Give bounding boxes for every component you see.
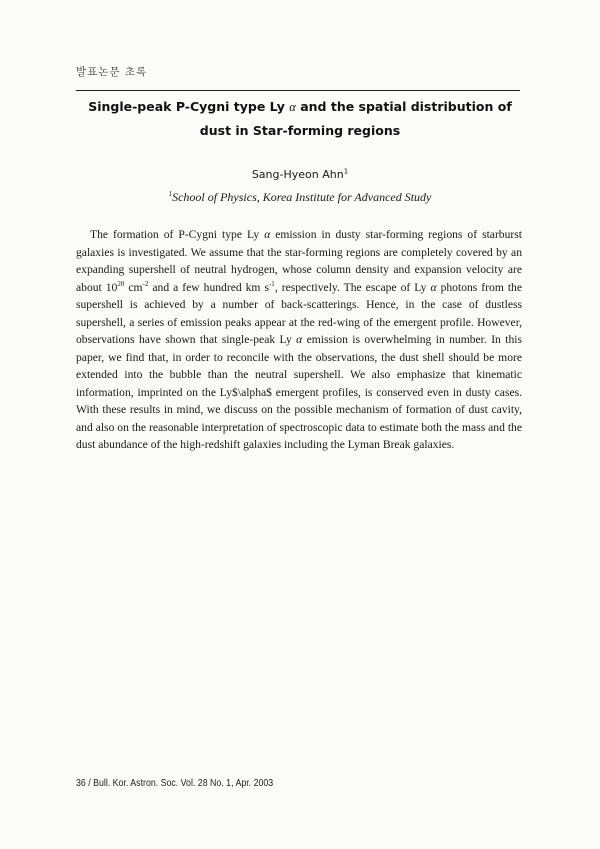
title-alpha: α: [289, 100, 296, 114]
paper-title: [60, 95, 540, 142]
title-line1-post: and the spatial distribution of: [295, 99, 512, 114]
abstract-exp-3: -1: [268, 279, 275, 288]
section-label: 발표논문 초록: [76, 66, 148, 78]
abstract-p6: photons from the supershell is achieved by a number of back-scatterings. Hence, in the case of dustless supershell, a series of emission peaks appear at the red-wing of the emergent profile. However, observations have shown that single-peak Ly: [76, 280, 522, 346]
author-name: Sang-Hyeon Ahn: [251, 168, 344, 181]
author: [0, 168, 600, 181]
title-line1-pre: Single-peak P-Cygni type Ly: [88, 99, 285, 114]
header-rule: [76, 90, 520, 91]
abstract-exp-2: -2: [142, 279, 149, 288]
abstract-alpha-1: α: [264, 228, 271, 241]
abstract: [76, 226, 522, 454]
abstract-alpha-3: α: [296, 333, 303, 346]
abstract-p5: , respectively. The escape of Ly: [274, 280, 431, 294]
abstract-p1: The formation of P-Cygni type Ly: [90, 228, 265, 241]
abstract-exp-1: 20: [117, 279, 125, 288]
abstract-p7: emission is overwhelming in number. In this paper, we find that, in order to reconcile with the observations, the dust shell should be more extended into the bubble than the neutral supershell. We also emphasize that kinematic information, imprinted on the Ly$\alpha$ emergent profiles, is conserved even in dusty cases. With these results in mind, we discuss on the possible mechanism of formation of dust cavity, and also on the reasonable interpretation of spectroscopic data to estimate both the mass and the dust abundance of the high-redshift galaxies including the Lyman Break galaxies.: [76, 333, 522, 451]
affil-sup: 1: [168, 190, 173, 198]
abstract-p2: emission in dusty star-forming regions of starburst galaxies is investigated. We assume that the star-forming regions are completely covered by an expanding supershell of neutral hydrogen, whose column density and expansion velocity are about 10: [76, 228, 522, 294]
footer-citation: 36 / Bull. Kor. Astron. Soc. Vol. 28 No. 1, Apr. 2003: [76, 778, 274, 789]
abstract-p3: cm: [124, 280, 143, 294]
abstract-p4: and a few hundred km s: [148, 280, 269, 294]
abstract-alpha-2: α: [430, 280, 437, 294]
title-line2: dust in Star-forming regions: [199, 123, 401, 138]
author-sup: 1: [343, 167, 349, 176]
affiliation: [0, 190, 600, 205]
affiliation-text: School of Physics, Korea Institute for Advanced Study: [172, 190, 432, 204]
